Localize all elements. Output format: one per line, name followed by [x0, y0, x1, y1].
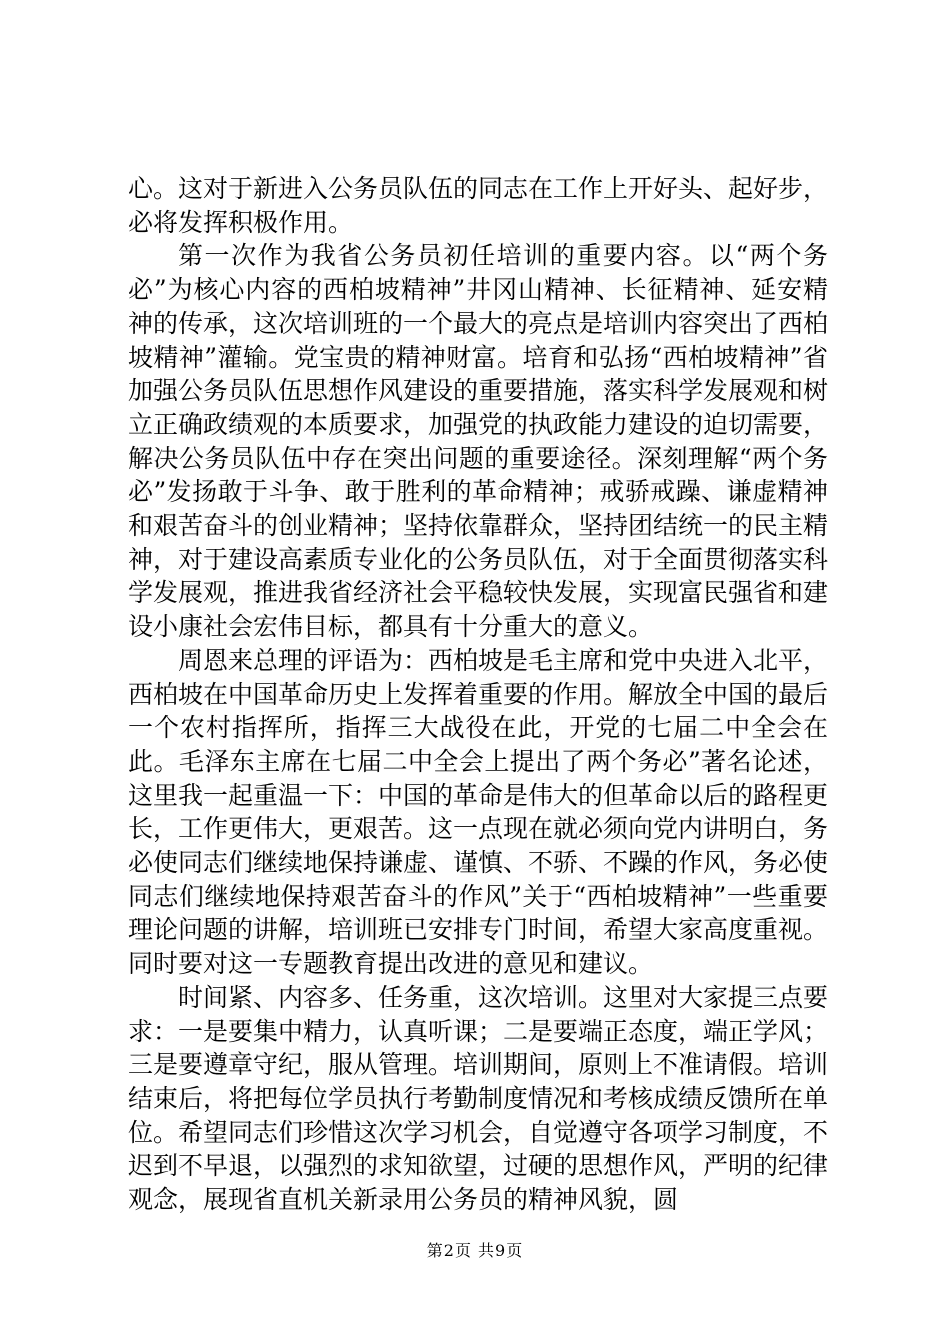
paragraph-continuation: 心。这对于新进入公务员队伍的同志在工作上开好头、起好步，必将发挥积极作用。 — [128, 174, 829, 237]
paragraph-training-requirements: 时间紧、内容多、任务重，这次培训。这里对大家提三点要求：一是要集中精力，认真听课；二是要端正态度，端正学风；三是要遵章守纪，服从管理。培训期间，原则上不准请假。培训结束后，将把每位学员执行考勤制度情况和考核成绩反馈所在单位。希望同志们珍惜这次学习机会，自觉遵守各项学习制度，不迟到不早退，以强烈的求知欲望，过硬的思想作风，严明的纪律观念，展现省直机关新录用公务员的精神风貌，圆 — [128, 982, 829, 1215]
paragraph-xibaipo-spirit: 第一次作为我省公务员初任培训的重要内容。以“两个务必”为核心内容的西柏坡精神”井冈山精神、长征精神、延安精神的传承，这次培训班的一个最大的亮点是培训内容突出了西柏坡精神”灌输。党宝贵的精神财富。培育和弘扬“西柏坡精神”省加强公务员队伍思想作风建设的重要措施，落实科学发展观和树立正确政绩观的本质要求，加强党的执政能力建设的迫切需要，解决公务员队伍中存在突出问题的重要途径。深刻理解“两个务必”发扬敢于斗争、敢于胜利的革命精神；戒骄戒躁、谦虚精神和艰苦奋斗的创业精神；坚持依靠群众，坚持团结统一的民主精神，对于建设高素质专业化的公务员队伍，对于全面贯彻落实科学发展观，推进我省经济社会平稳较快发展，实现富民强省和建设小康社会宏伟目标，都具有十分重大的意义。 — [128, 241, 829, 642]
paragraph-zhou-enlai-comment: 周恩来总理的评语为：西柏坡是毛主席和党中央进入北平，西柏坡在中国革命历史上发挥着重要的作用。解放全中国的最后一个农村指挥所，指挥三大战役在此，开党的七届二中全会在此。毛泽东主席在七届二中全会上提出了两个务必”著名论述，这里我一起重温一下：中国的革命是伟大的但革命以后的路程更长，工作更伟大，更艰苦。这一点现在就必须向党内讲明白，务必使同志们继续地保持谦虚、谨慎、不骄、不躁的作风，务必使同志们继续地保持艰苦奋斗的作风”关于“西柏坡精神”一些重要理论问题的讲解，培训班已安排专门时间，希望大家高度重视。同时要对这一专题教育提出改进的意见和建议。 — [128, 645, 829, 979]
page-number-footer: 第2页 共9页 — [426, 1241, 524, 1260]
document-body — [128, 172, 828, 1217]
